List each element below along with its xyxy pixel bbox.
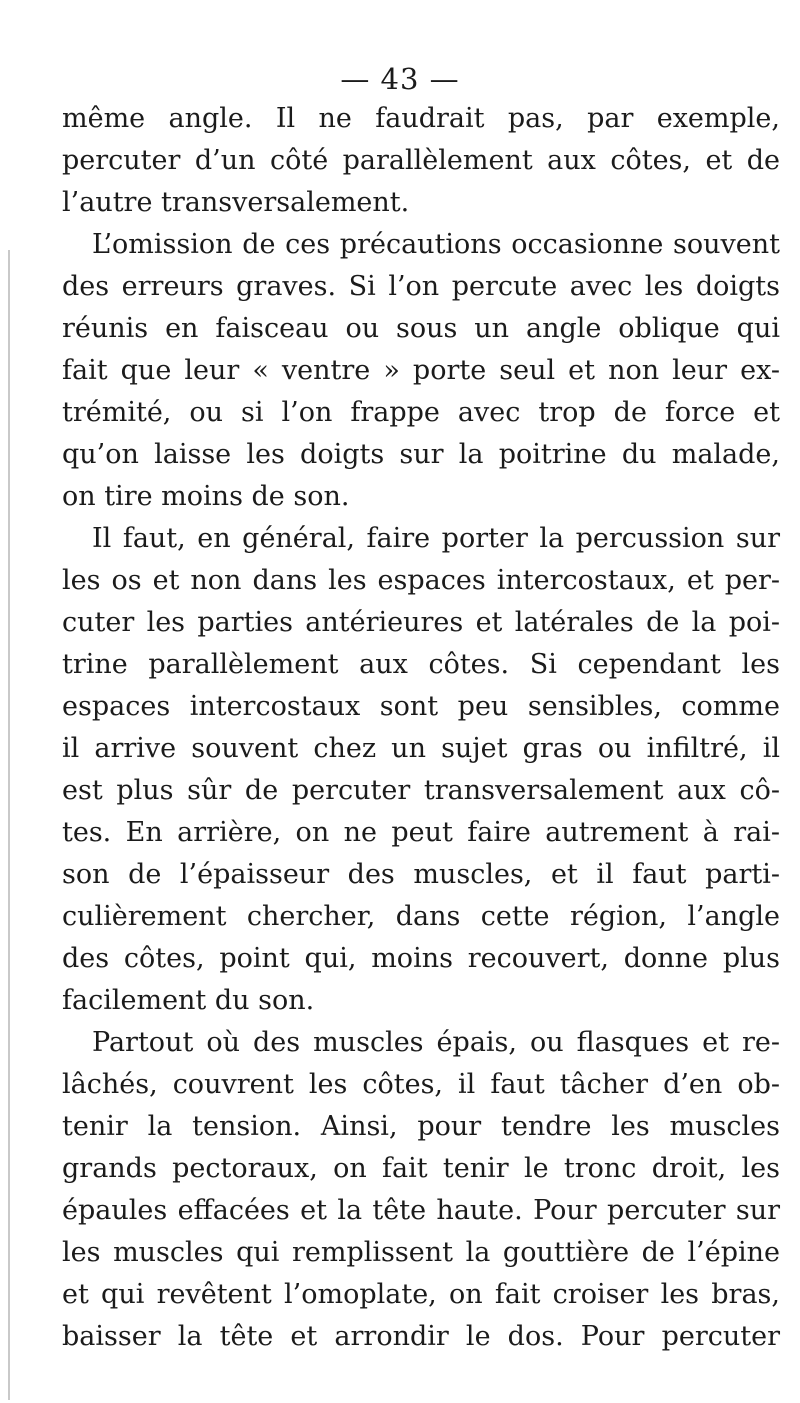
text-line: baisser la tête et arrondir le dos. Pour percuter xyxy=(62,1321,780,1352)
text-line: même angle. Il ne faudrait pas, par exemple, xyxy=(62,103,780,134)
text-line: grands pectoraux, on fait tenir le tronc droit, les xyxy=(62,1153,780,1184)
text-line: espaces intercostaux sont peu sensibles, comme xyxy=(62,691,780,722)
page-edge-line xyxy=(8,250,10,1400)
text-line: lâchés, couvrent les côtes, il faut tâcher d’en ob- xyxy=(62,1069,780,1100)
text-line: réunis en faisceau ou sous un angle oblique qui xyxy=(62,313,780,344)
text-line: l’autre transversalement. xyxy=(62,187,410,218)
text-line: tes. En arrière, on ne peut faire autrement à rai- xyxy=(62,817,780,848)
text-line: on tire moins de son. xyxy=(62,481,350,512)
text-line: trine parallèlement aux côtes. Si cependant les xyxy=(62,649,780,680)
text-line: fait que leur « ventre » porte seul et non leur ex- xyxy=(62,355,780,386)
text-line: son de l’épaisseur des muscles, et il faut parti- xyxy=(62,859,780,890)
body-text xyxy=(62,98,780,1358)
text-line: des côtes, point qui, moins recouvert, donne plus xyxy=(62,943,780,974)
text-line: cuter les parties antérieures et latérales de la poi- xyxy=(62,607,780,638)
text-line: et qui revêtent l’omoplate, on fait croiser les bras, xyxy=(62,1279,780,1310)
text-line: trémité, ou si l’on frappe avec trop de force et xyxy=(62,397,780,428)
page-number: — 43 — xyxy=(340,62,460,96)
text-line: il arrive souvent chez un sujet gras ou infiltré, il xyxy=(62,733,780,764)
text-line: est plus sûr de percuter transversalement aux cô- xyxy=(62,775,780,806)
text-line: tenir la tension. Ainsi, pour tendre les muscles xyxy=(62,1111,780,1142)
text-line: qu’on laisse les doigts sur la poitrine du malade, xyxy=(62,439,780,470)
text-line: Partout où des muscles épais, ou flasques et re- xyxy=(92,1027,780,1058)
text-line: facilement du son. xyxy=(62,985,315,1016)
text-line: les muscles qui remplissent la gouttière de l’épine xyxy=(62,1237,780,1268)
text-line: L’omission de ces précautions occasionne souvent xyxy=(92,229,780,260)
text-line: Il faut, en général, faire porter la percussion sur xyxy=(92,523,780,554)
text-line: épaules effacées et la tête haute. Pour percuter sur xyxy=(62,1195,780,1226)
text-line: les os et non dans les espaces intercostaux, et per- xyxy=(62,565,780,596)
text-line: des erreurs graves. Si l’on percute avec les doigts xyxy=(62,271,780,302)
text-line: percuter d’un côté parallèlement aux côtes, et de xyxy=(62,145,780,176)
text-line: culièrement chercher, dans cette région, l’angle xyxy=(62,901,780,932)
